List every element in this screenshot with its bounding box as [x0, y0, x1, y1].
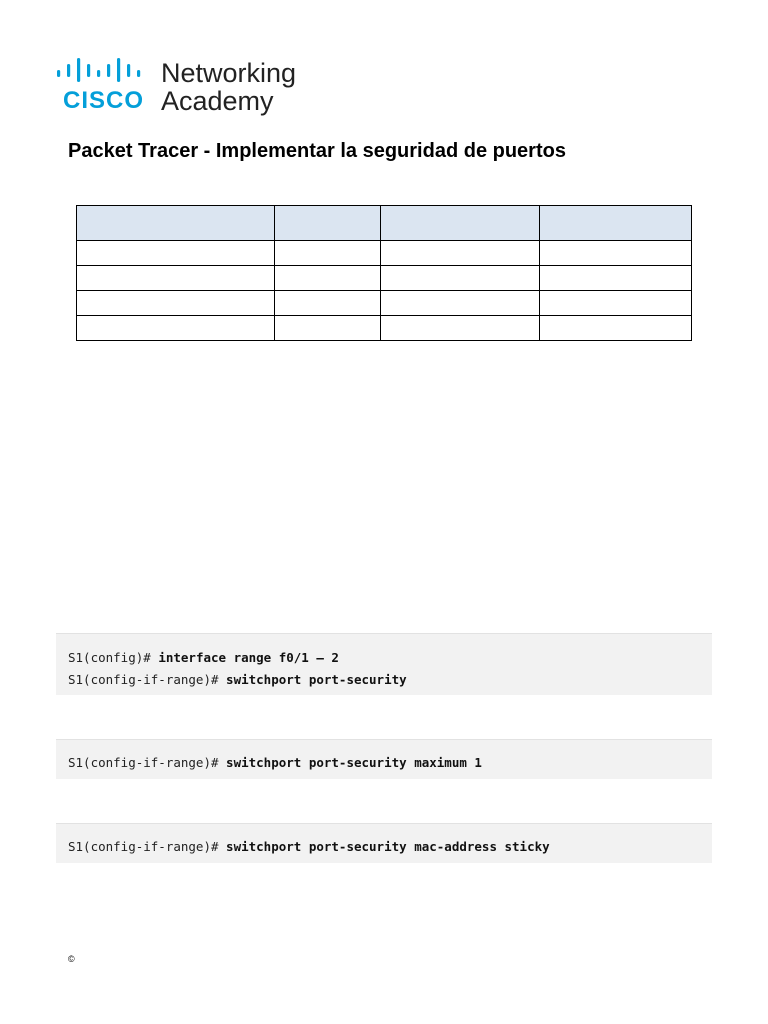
table-cell: [381, 291, 540, 316]
table-cell: [540, 241, 692, 266]
table-header-cell: [77, 206, 275, 241]
cli-command: switchport port-security mac-address sticky: [226, 839, 550, 854]
table-header-cell: [275, 206, 381, 241]
logo-academy-text: Academy: [161, 86, 274, 116]
table-row: [77, 241, 692, 266]
code-block-sticky: [56, 823, 712, 863]
cli-prompt: S1(config-if-range)#: [68, 755, 227, 770]
cli-prompt: S1(config-if-range)#: [68, 839, 227, 854]
table-cell: [381, 266, 540, 291]
cli-command: switchport port-security: [226, 672, 407, 687]
table-cell: [77, 241, 275, 266]
table-cell: [540, 266, 692, 291]
table-header-cell: [381, 206, 540, 241]
table-cell: [77, 316, 275, 341]
table-header-cell: [540, 206, 692, 241]
code-line: [68, 669, 712, 691]
table-cell: [275, 291, 381, 316]
code-line: [68, 752, 712, 774]
cli-command: switchport port-security maximum 1: [226, 755, 482, 770]
document-title: Packet Tracer - Implementar la seguridad de puertos: [68, 140, 566, 162]
table-row: [77, 266, 692, 291]
table-cell: [275, 316, 381, 341]
code-line: [68, 647, 712, 669]
table-cell: [77, 266, 275, 291]
cli-command: interface range f0/1 – 2: [158, 650, 339, 665]
table-cell: [381, 241, 540, 266]
code-line: [68, 836, 712, 858]
code-block-maximum: [56, 739, 712, 779]
cisco-networking-academy-logo: [54, 58, 304, 118]
table-cell: [540, 316, 692, 341]
table-cell: [77, 291, 275, 316]
table-row: [77, 316, 692, 341]
code-block-interface-range: [56, 633, 712, 695]
cli-prompt: S1(config)#: [68, 650, 159, 665]
table-cell: [381, 316, 540, 341]
table-cell: [275, 241, 381, 266]
table-row: [77, 291, 692, 316]
addressing-table: [76, 205, 692, 341]
table-cell: [540, 291, 692, 316]
logo-networking-text: Networking: [161, 58, 297, 88]
cisco-bars-icon: [54, 58, 146, 82]
table-header-row: [77, 206, 692, 241]
cli-prompt: S1(config-if-range)#: [68, 672, 227, 687]
copyright-symbol: ©: [68, 954, 75, 964]
table-cell: [275, 266, 381, 291]
cisco-wordmark: CISCO: [63, 87, 145, 114]
